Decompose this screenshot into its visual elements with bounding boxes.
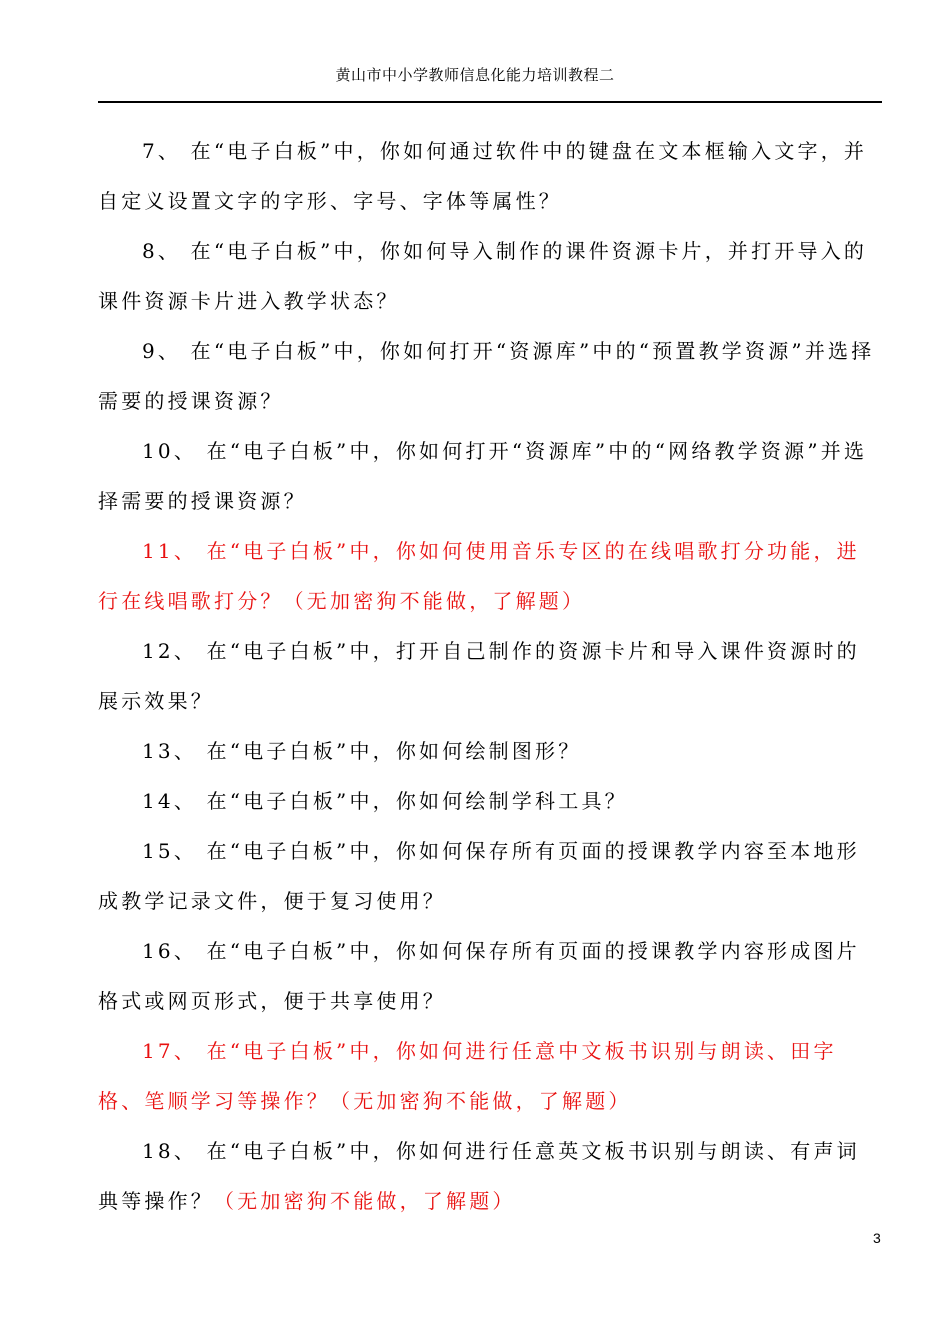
question-7-text: 7、 在“电子白板”中，你如何通过软件中的键盘在文本框输入文字，并自定义设置文字的字形、字号、字体等属性？ [98,139,868,213]
question-8 [98,226,880,326]
page-header-title: 黄山市中小学教师信息化能力培训教程二 [335,66,615,84]
question-12-text: 12、 在“电子白板”中，打开自己制作的资源卡片和导入课件资源时的展示效果？ [98,639,860,713]
question-18 [98,1126,880,1226]
question-15-text: 15、 在“电子白板”中，你如何保存所有页面的授课教学内容至本地形成教学记录文件，便于复习使用？ [98,839,860,913]
question-list [98,126,880,1226]
question-12 [98,626,880,726]
question-17-text: 17、 在“电子白板”中，你如何进行任意中文板书识别与朗读、田字格、笔顺学习等操作？（无加密狗不能做，了解题） [98,1039,837,1113]
page-number: 3 [873,1230,881,1246]
question-9 [98,326,880,426]
header-divider [98,101,882,103]
question-14 [98,776,880,826]
question-18-text: 18、 在“电子白板”中，你如何进行任意英文板书识别与朗读、有声词典等操作？ [98,1139,860,1213]
question-17 [98,1026,880,1126]
question-14-text: 14、 在“电子白板”中，你如何绘制学科工具？ [142,789,628,813]
question-11-text: 11、 在“电子白板”中，你如何使用音乐专区的在线唱歌打分功能，进行在线唱歌打分？（无加密狗不能做，了解题） [98,539,860,613]
question-15 [98,826,880,926]
question-8-text: 8、 在“电子白板”中，你如何导入制作的课件资源卡片，并打开导入的课件资源卡片进入教学状态？ [98,239,868,313]
question-16 [98,926,880,1026]
question-9-text: 9、 在“电子白板”中，你如何打开“资源库”中的“预置教学资源”并选择需要的授课资源？ [98,339,875,413]
question-10-text: 10、 在“电子白板”中，你如何打开“资源库”中的“网络教学资源”并选择需要的授课资源？ [98,439,868,513]
question-18-note: （无加密狗不能做，了解题） [214,1189,516,1213]
question-11 [98,526,880,626]
question-10 [98,426,880,526]
question-13-text: 13、 在“电子白板”中，你如何绘制图形？ [142,739,582,763]
question-13 [98,726,880,776]
question-16-text: 16、 在“电子白板”中，你如何保存所有页面的授课教学内容形成图片格式或网页形式，便于共享使用？ [98,939,860,1013]
question-7 [98,126,880,226]
